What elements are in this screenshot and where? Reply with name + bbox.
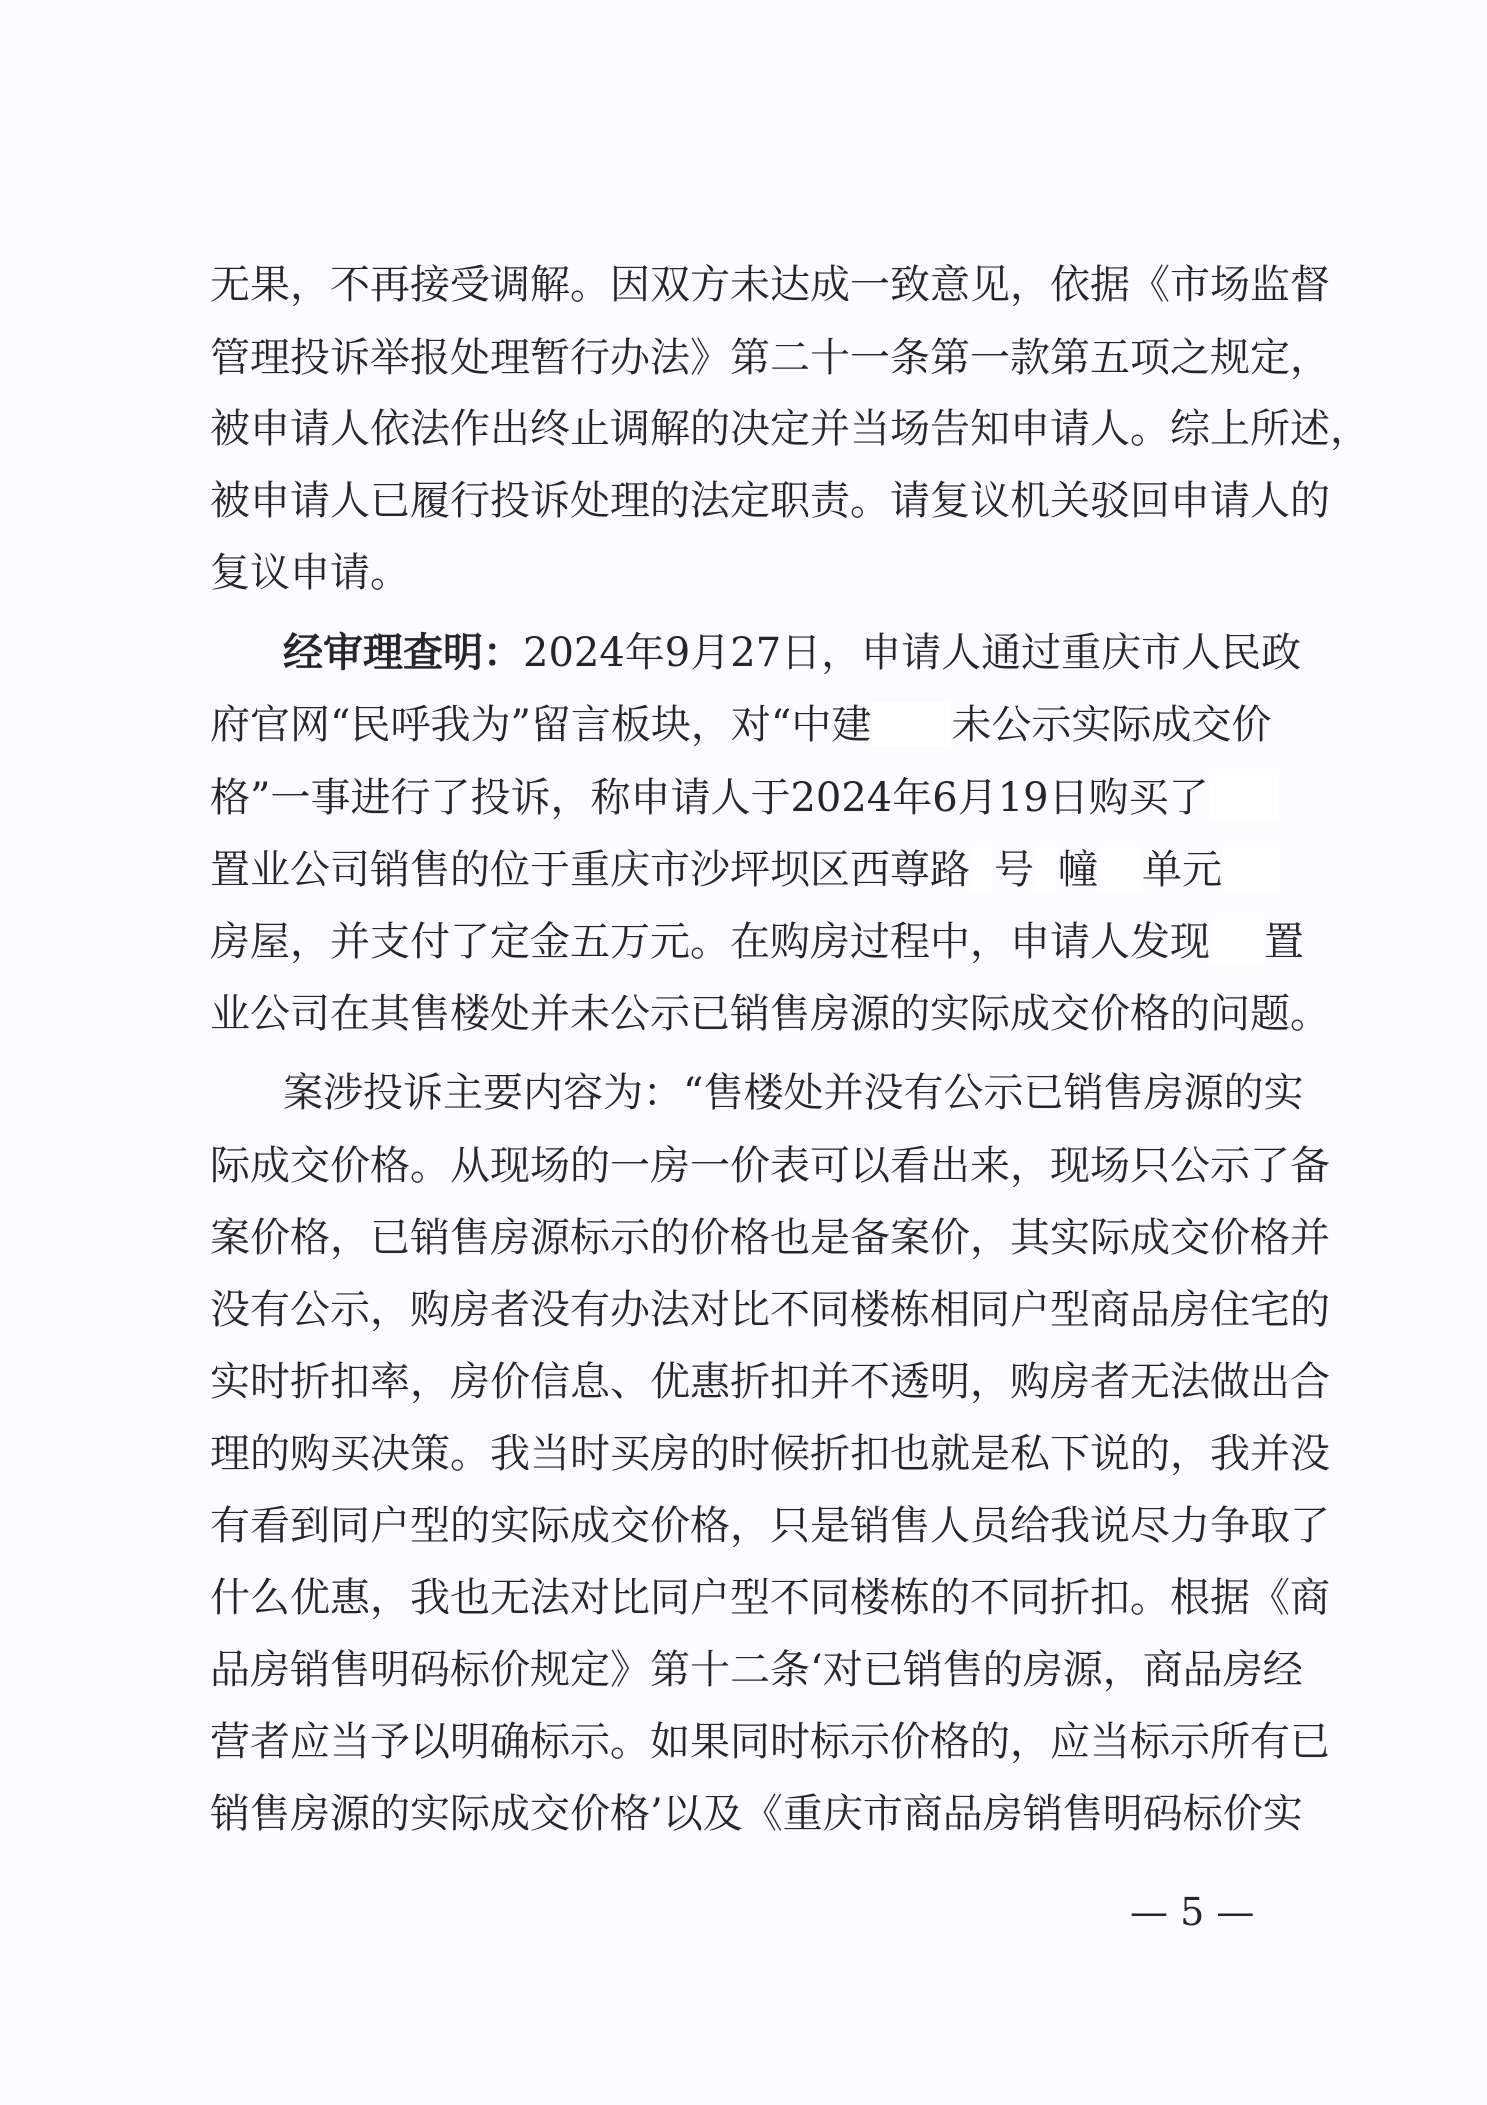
body-line: 没有公示，购房者没有办法对比不同楼栋相同户型商品房住宅的: [210, 1287, 1330, 1333]
body-line: 案价格，已销售房源标示的价格也是备案价，其实际成交价格并: [210, 1215, 1330, 1261]
body-line: [210, 915, 1310, 969]
redaction-block: [970, 847, 994, 891]
body-line: [210, 698, 1310, 752]
body-text: 置业公司销售的位于重庆市沙坪坝区西尊路: [210, 847, 970, 893]
body-line: 被申请人已履行投诉处理的法定职责。请复议机关驳回申请人的: [210, 478, 1330, 524]
body-line: 无果，不再接受调解。因双方未达成一致意见，依据《市场监督: [210, 262, 1330, 308]
body-line: [210, 771, 1310, 825]
body-text: 格”一事进行了投诉，称申请人于2024年6月19日购买了: [210, 775, 1209, 821]
body-text: 号: [994, 847, 1034, 893]
redaction-block: [1209, 775, 1279, 819]
body-line: 销售房源的实际成交价格’以及《重庆市商品房销售明码标价实: [210, 1791, 1303, 1837]
redaction-block: [1034, 847, 1058, 891]
body-text: 未公示实际成交价: [951, 702, 1272, 748]
redaction-block: [1098, 847, 1142, 891]
page-number: — 5 —: [1130, 1890, 1255, 1934]
body-text: 房屋，并支付了定金五万元。在购房过程中，申请人发现: [210, 919, 1210, 965]
findings-line: [283, 626, 1383, 680]
body-line: 复议申请。: [210, 550, 410, 596]
body-line: 品房销售明码标价规定》第十二条‘对已销售的房源，商品房经: [210, 1647, 1303, 1693]
findings-heading: 经审理查明：: [283, 630, 523, 676]
body-text: 单元: [1142, 847, 1222, 893]
body-line: [210, 843, 1310, 897]
body-line: 营者应当予以明确标示。如果同时标示价格的，应当标示所有已: [210, 1719, 1330, 1765]
body-text: 幢: [1058, 847, 1098, 893]
body-line: 理的购买决策。我当时买房的时候折扣也就是私下说的，我并没: [210, 1431, 1330, 1477]
body-line: 业公司在其售楼处并未公示已销售房源的实际成交价格的问题。: [210, 991, 1330, 1037]
body-line: 实时折扣率，房价信息、优惠折扣并不透明，购房者无法做出合: [210, 1359, 1330, 1405]
body-text: 置: [1264, 919, 1304, 965]
body-line: 际成交价格。从现场的一房一价表可以看出来，现场只公示了备: [210, 1143, 1330, 1189]
body-line: 管理投诉举报处理暂行办法》第二十一条第一款第五项之规定，: [210, 335, 1330, 381]
body-line: 什么优惠，我也无法对比同户型不同楼栋的不同折扣。根据《商: [210, 1575, 1330, 1621]
body-line: 案涉投诉主要内容为：“售楼处并没有公示已销售房源的实: [283, 1070, 1304, 1116]
redaction-block: [1222, 847, 1282, 891]
body-line: 被申请人依法作出终止调解的决定并当场告知申请人。综上所述，: [210, 406, 1370, 452]
body-line: 有看到同户型的实际成交价格，只是销售人员给我说尽力争取了: [210, 1503, 1330, 1549]
redaction-block: [1210, 919, 1264, 963]
findings-text: 2024年9月27日，申请人通过重庆市人民政: [523, 630, 1302, 676]
redaction-block: [871, 702, 951, 746]
body-text: 府官网“民呼我为”留言板块，对“中建: [210, 702, 872, 748]
